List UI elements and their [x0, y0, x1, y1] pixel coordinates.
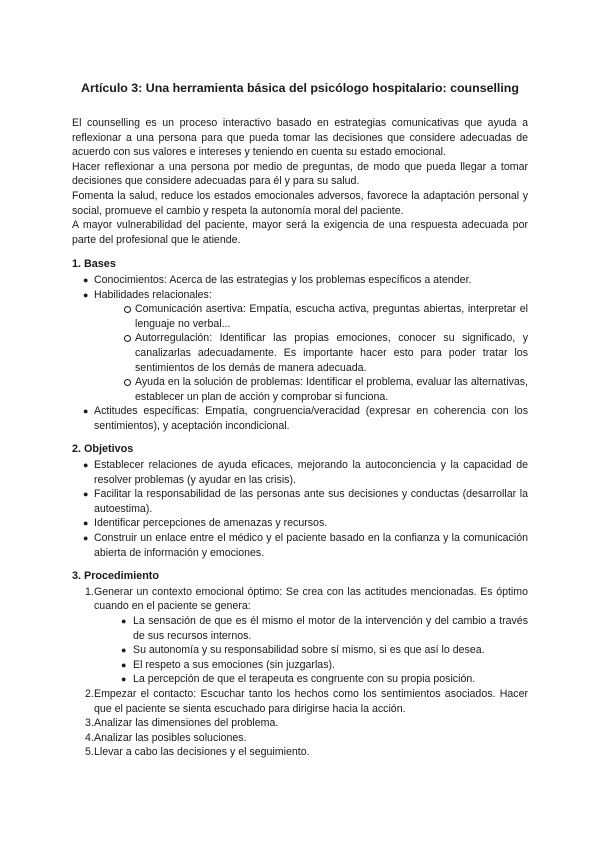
list-item-text: Identificar percepciones de amenazas y recursos.	[94, 517, 328, 530]
sublist-item-text: Su autonomía y su responsabilidad sobre sí mismo, si es que así lo desea.	[133, 644, 485, 657]
bases-list	[72, 273, 528, 434]
sublist-item	[113, 302, 528, 331]
circle-bullet-icon	[124, 335, 131, 342]
sublist	[94, 614, 528, 687]
sublist-item	[113, 375, 528, 404]
sublist-item-text: Autorregulación: Identificar las propias emociones, conocer su significado, y canalizarlas adecuadamente. Es importante hacer esto para poder tratar los sentimientos de los demás de manera adecuada.	[135, 332, 528, 374]
bullet-icon: ●	[83, 518, 89, 529]
bullet-icon: ●	[121, 659, 127, 670]
circle-bullet-icon	[124, 379, 131, 386]
numbered-item	[72, 731, 528, 746]
sublist-item-text: La sensación de que es él mismo el motor de la intervención y del cambio a través de sus recursos internos.	[133, 615, 528, 642]
list-item-text: Construir un enlace entre el médico y el paciente basado en la confianza y la comunicación abierta de información y emociones.	[94, 532, 528, 559]
list-item	[72, 487, 528, 516]
list-item	[72, 404, 528, 433]
sublist-item	[111, 658, 528, 673]
sublist-item	[111, 643, 528, 658]
sublist-item-text: El respeto a sus emociones (sin juzgarlas).	[133, 658, 335, 671]
intro-paragraph: A mayor vulnerabilidad del paciente, mayor será la exigencia de una respuesta adecuada por parte del profesional que le atiende.	[72, 219, 528, 246]
list-item-text: Llevar a cabo las decisiones y el seguimiento.	[94, 746, 310, 759]
item-number: 5.	[85, 746, 94, 759]
sublist-item-text: La percepción de que el terapeuta es congruente con su propia posición.	[133, 673, 476, 686]
document-title: Artículo 3: Una herramienta básica del psicólogo hospitalario: counselling	[81, 81, 519, 95]
section-heading: 2. Objetivos	[72, 443, 134, 456]
bullet-icon: ●	[121, 645, 127, 656]
bullet-icon: ●	[83, 489, 89, 500]
list-item-text: Actitudes específicas: Empatía, congruencia/veracidad (expresar en coherencia con los sentimientos), y aceptación incondicional.	[94, 405, 528, 432]
section-heading: 1. Bases	[72, 258, 116, 271]
item-number: 2.	[85, 687, 94, 700]
document-body	[72, 116, 528, 769]
section-bases	[72, 257, 528, 433]
list-item	[72, 273, 528, 288]
list-item-text: Analizar las posibles soluciones.	[94, 731, 247, 744]
numbered-item	[72, 687, 528, 716]
list-item-text: Analizar las dimensiones del problema.	[94, 717, 279, 730]
sublist-item-text: Comunicación asertiva: Empatía, escucha activa, preguntas abiertas, interpretar el lenguaje no verbal...	[135, 303, 528, 330]
circle-bullet-icon	[124, 306, 131, 313]
list-item	[72, 531, 528, 560]
sublist-item	[111, 614, 528, 643]
list-item-text: Conocimientos: Acerca de las estrategias y los problemas específicos a atender.	[94, 273, 472, 286]
item-number: 4.	[85, 731, 94, 744]
list-item	[72, 516, 528, 531]
intro-paragraph: Hacer reflexionar a una persona por medio de preguntas, de modo que pueda llegar a tomar decisiones que considere adecuadas para él y para su salud.	[72, 160, 528, 188]
item-number: 1.	[85, 585, 94, 598]
bullet-icon: ●	[121, 674, 127, 685]
sublist-item-text: Ayuda en la solución de problemas: Identificar el problema, evaluar las alternativas, establecer un plan de acción y comprobar si funciona.	[135, 376, 528, 403]
list-item	[72, 288, 528, 405]
sublist-item	[113, 331, 528, 375]
procedimiento-list	[72, 585, 528, 760]
list-item-text: Habilidades relacionales:	[94, 288, 212, 301]
bullet-icon: ●	[83, 406, 89, 417]
section-objetivos	[72, 442, 528, 560]
objetivos-list	[72, 458, 528, 560]
sublist-item	[111, 672, 528, 687]
bullet-icon: ●	[83, 274, 89, 285]
list-item-text: Establecer relaciones de ayuda eficaces, mejorando la autoconciencia y la capacidad de resolver problemas (y ayudar en las crisis).	[94, 459, 528, 486]
list-item-text: Empezar el contacto: Escuchar tanto los hechos como los sentimientos asociados. Hacer que el paciente se sienta escuchado para dirigirse hacia la acción.	[94, 687, 528, 715]
intro-paragraph: El counselling es un proceso interactivo basado en estrategias comunicativas que ayuda a reflexionar a una persona para que pueda tomar las decisiones que considere adecuadas de acuerdo con sus valores e intereses y teniendo en cuenta su estado emocional.	[72, 117, 528, 159]
bullet-icon: ●	[121, 616, 127, 626]
section-heading: 3. Procedimiento	[72, 570, 159, 583]
bullet-icon: ●	[83, 289, 89, 300]
intro-paragraph: Fomenta la salud, reduce los estados emocionales adversos, favorece la adaptación personal y social, promueve el cambio y respeta la autonomía moral del paciente.	[72, 189, 528, 217]
sublist	[94, 302, 528, 404]
intro-section	[72, 116, 528, 247]
numbered-item	[72, 745, 528, 760]
bullet-icon: ●	[83, 533, 89, 544]
list-item-text: Generar un contexto emocional óptimo: Se crea con las actitudes mencionadas. Es óptimo cuando en el paciente se genera:	[94, 585, 528, 613]
bullet-icon: ●	[83, 460, 89, 471]
numbered-item	[72, 716, 528, 731]
list-item	[72, 458, 528, 487]
item-number: 3.	[85, 717, 94, 730]
list-item-text: Facilitar la responsabilidad de las personas ante sus decisiones y conductas (desarrollar la autoestima).	[94, 488, 528, 515]
section-procedimiento	[72, 569, 528, 760]
numbered-item	[72, 585, 528, 687]
